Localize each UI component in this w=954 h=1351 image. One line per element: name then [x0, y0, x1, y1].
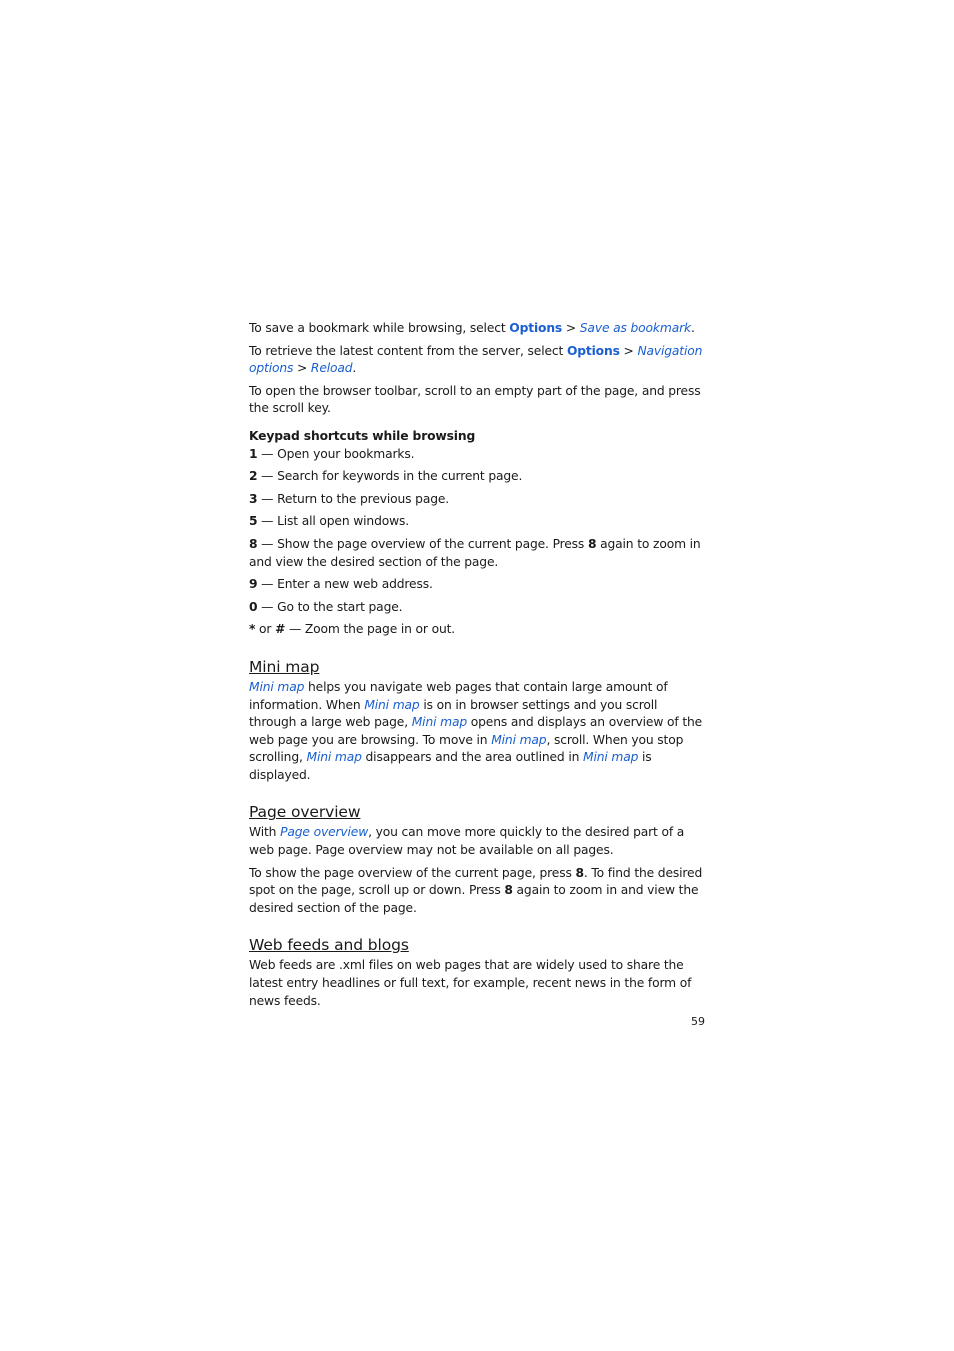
- shortcut-text: — Search for keywords in the current page.: [257, 469, 523, 484]
- text: disappears and the area outlined in: [361, 750, 583, 765]
- web-feeds-heading: Web feeds and blogs: [249, 936, 409, 955]
- text: is on in browser settings and you scroll through a large web page,: [249, 697, 658, 730]
- mini-map-paragraph: [249, 679, 705, 785]
- text: .: [352, 361, 357, 376]
- separator: >: [293, 361, 311, 376]
- key-label: 5: [249, 514, 258, 529]
- navigation-options-label: Navigation options: [249, 343, 703, 376]
- text: is displayed.: [249, 750, 652, 782]
- shortcut-item: [249, 513, 705, 531]
- reload-label: Reload: [310, 361, 353, 376]
- shortcut-text: — Show the page overview of the current page. Press: [257, 536, 588, 551]
- toolbar-paragraph: To open the browser toolbar, scroll to an empty part of the page, and press the scroll key.: [249, 383, 701, 416]
- shortcut-text: — Return to the previous page.: [257, 491, 450, 506]
- shortcut-item: [249, 468, 705, 486]
- shortcut-text: — Zoom the page in or out.: [285, 622, 456, 637]
- mini-map-term: Mini map: [491, 732, 547, 747]
- shortcut-text: — Enter a new web address.: [257, 577, 433, 592]
- shortcut-item: [249, 446, 705, 464]
- mini-map-term: Mini map: [306, 750, 362, 765]
- shortcut-text: — List all open windows.: [257, 514, 410, 529]
- text: , scroll. When you stop scrolling,: [249, 732, 684, 765]
- text: To show the page overview of the current page, press: [249, 865, 576, 880]
- web-feeds-paragraph: Web feeds are .xml files on web pages that are widely used to share the latest entry headlines or full text, for example, recent news in the form of news feeds.: [249, 958, 692, 1008]
- page-overview-paragraph-1: [249, 824, 705, 859]
- shortcut-item: [249, 491, 705, 509]
- text: With: [249, 825, 281, 840]
- shortcut-item: [249, 621, 705, 639]
- options-label: Options: [509, 321, 563, 335]
- key-label: 8: [575, 865, 584, 880]
- options-label: Options: [566, 343, 620, 358]
- separator: >: [562, 321, 580, 335]
- shortcut-item: [249, 599, 705, 617]
- text: . To find the desired spot on the page, scroll up or down. Press: [249, 865, 703, 898]
- text: , you can move more quickly to the desired part of a web page. Page overview may not be available on all pages.: [249, 825, 685, 858]
- separator: >: [619, 343, 638, 358]
- shortcuts-heading: Keypad shortcuts while browsing: [249, 428, 476, 443]
- mini-map-term: Mini map: [249, 679, 305, 694]
- page-content: [249, 320, 705, 1015]
- key-label: 2: [249, 469, 258, 484]
- key-label: 0: [249, 599, 258, 614]
- key-label: 3: [249, 491, 258, 506]
- key-label: 1: [249, 446, 258, 461]
- shortcut-text: — Open your bookmarks.: [257, 446, 415, 461]
- save-as-bookmark-label: Save as bookmark: [579, 321, 691, 335]
- text: To retrieve the latest content from the server, select: [249, 343, 567, 358]
- bookmark-paragraph: [249, 320, 705, 338]
- text: .: [691, 321, 695, 335]
- shortcut-text: again to zoom in and view the desired section of the page.: [249, 536, 701, 569]
- mini-map-term: Mini map: [364, 697, 420, 712]
- page-overview-paragraph-2: [249, 865, 705, 918]
- key-label: 8: [249, 536, 258, 551]
- page-overview-heading: Page overview: [249, 803, 361, 822]
- text: opens and displays an overview of the web page you are browsing. To move in: [249, 715, 703, 747]
- shortcut-item: [249, 576, 705, 594]
- shortcut-text: — Go to the start page.: [257, 599, 403, 614]
- key-label: 8: [504, 883, 513, 898]
- mini-map-term: Mini map: [411, 715, 467, 730]
- key-label: 9: [249, 577, 258, 592]
- mini-map-term: Mini map: [583, 750, 639, 765]
- page-number: 59: [691, 1015, 705, 1028]
- key-label: 8: [587, 536, 597, 551]
- page-overview-term: Page overview: [280, 825, 369, 840]
- key-label: *: [249, 622, 256, 637]
- reload-paragraph: [249, 343, 705, 378]
- text: helps you navigate web pages that contain large amount of information. When: [249, 679, 668, 712]
- key-label: #: [275, 622, 286, 637]
- shortcut-item: [249, 536, 705, 571]
- shortcut-text: or: [255, 622, 276, 637]
- text: To save a bookmark while browsing, select: [249, 321, 510, 335]
- text: again to zoom in and view the desired section of the page.: [249, 883, 699, 915]
- mini-map-heading: Mini map: [249, 657, 320, 676]
